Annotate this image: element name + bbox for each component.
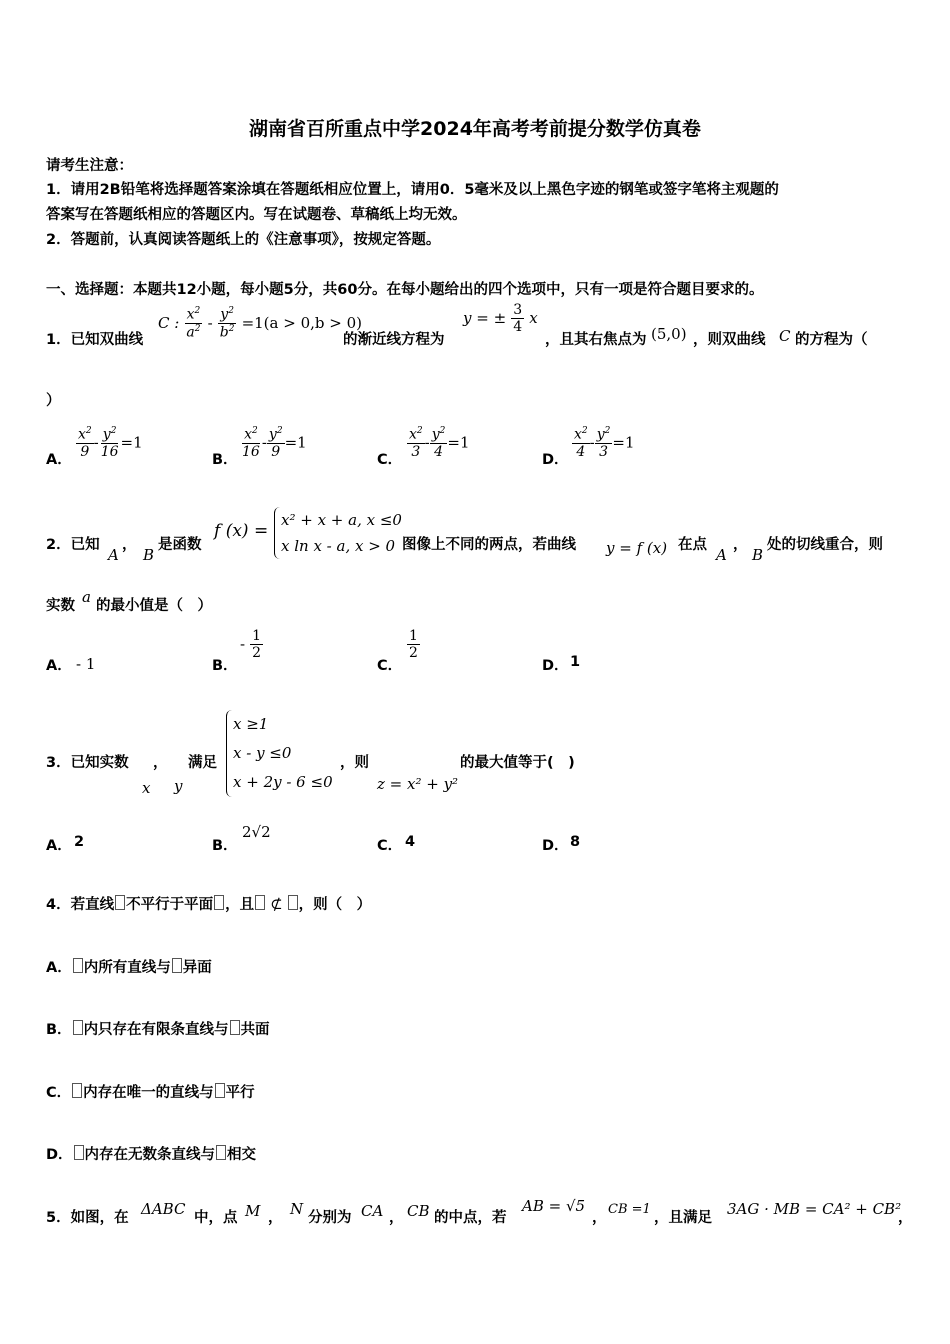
- q2-text-5: 处的切线重合，则: [767, 537, 883, 553]
- notice-line-1: 1．请用2B铅笔将选择题答案涂填在答题纸相应位置上，请用0．5毫米及以上黑色字迹的钢笔或签字笔将主观题的: [46, 182, 779, 198]
- q1-asymptote: y = ± $\frac{3}{4}$ x: [463, 302, 538, 336]
- q1-text-2: 的渐近线方程为: [343, 332, 445, 348]
- q1-focus: (5,0): [651, 325, 687, 343]
- q1-option-c-label: C．: [377, 452, 403, 468]
- q2-option-b[interactable]: - $\frac{1}{2}$: [240, 628, 262, 662]
- q1-curve-name: C: [779, 327, 791, 345]
- q5-sep-2: ，: [389, 1210, 404, 1226]
- q2-option-c-label: C．: [377, 658, 403, 674]
- q3-text-4: 的最大值等于( ): [460, 755, 575, 771]
- q2-point-a-2: A: [716, 546, 727, 564]
- q2-option-d-label: D．: [542, 658, 569, 674]
- missing-glyph-icon: [73, 1020, 83, 1035]
- notice-line-3: 2．答题前，认真阅读答题纸上的《注意事项》，按规定答题。: [46, 232, 441, 248]
- q1-text-5: 的方程为（: [795, 332, 868, 348]
- q2-function-name: f (x) =: [214, 521, 269, 541]
- q2-text-2: 是函数: [158, 537, 202, 553]
- q1-option-b-label: B．: [212, 452, 238, 468]
- q5-ab-length: AB = √5: [522, 1197, 586, 1215]
- q3-option-d-label: D．: [542, 838, 569, 854]
- q2-option-d[interactable]: 1: [570, 654, 581, 670]
- q3-option-a-label: A．: [46, 838, 72, 854]
- q2-piecewise: x² + x + a, x ≤0 x ln x - a, x > 0: [274, 507, 402, 559]
- q2-option-a-label: A．: [46, 658, 72, 674]
- q5-point-m: M: [245, 1202, 261, 1220]
- q1-option-a-label: A．: [46, 452, 72, 468]
- q2-text-1: 2．已知: [46, 537, 100, 553]
- q2-curve: y = f (x): [606, 539, 668, 557]
- missing-glyph-icon: [255, 895, 265, 910]
- q3-option-d[interactable]: 8: [570, 834, 581, 850]
- page-title: 湖南省百所重点中学2024年高考考前提分数学仿真卷: [249, 118, 701, 140]
- q2-point-b-2: B: [752, 546, 764, 564]
- q1-text-1: 1．已知双曲线: [46, 332, 144, 348]
- q5-point-n: N: [290, 1200, 304, 1218]
- q5-text-5: ，且满足: [654, 1210, 712, 1226]
- q4-option-a[interactable]: A． 内所有直线与 异面: [46, 960, 212, 976]
- missing-glyph-icon: [214, 895, 224, 910]
- q5-cb-length: CB =1: [608, 1202, 651, 1217]
- q5-text-1: 5．如图，在: [46, 1210, 129, 1226]
- q4-stem: 4．若直线 不平行于平面 ，且 ⊄ ，则（ ）: [46, 895, 372, 913]
- q1-option-a[interactable]: $\frac{x^2}{9}$ - $\frac{y^2}{16}$ =1: [78, 426, 143, 460]
- q5-text-4: 的中点，若: [434, 1210, 507, 1226]
- q4-option-c[interactable]: C． 内存在唯一的直线与 平行: [46, 1085, 255, 1101]
- q2-option-c[interactable]: $\frac{1}{2}$: [409, 628, 418, 662]
- q3-text-3: ，则: [340, 755, 369, 771]
- q1-text-3: ，且其右焦点为: [545, 332, 647, 348]
- q3-objective: z = x² + y²: [377, 775, 459, 793]
- q5-condition: 3AG · MB = CA² + CB²: [727, 1200, 902, 1218]
- q4-option-d[interactable]: D． 内存在无数条直线与 相交: [46, 1147, 257, 1163]
- missing-glyph-icon: [74, 1145, 84, 1160]
- missing-glyph-icon: [230, 1020, 240, 1035]
- q5-segment-ca: CA: [361, 1202, 384, 1220]
- q2-comma: ，: [122, 537, 137, 553]
- q3-text-2: 满足: [188, 755, 217, 771]
- q2-text-3: 图像上不同的两点，若曲线: [402, 537, 576, 553]
- missing-glyph-icon: [215, 1083, 225, 1098]
- missing-glyph-icon: [216, 1145, 226, 1160]
- q1-option-c[interactable]: $\frac{x^2}{3}$ - $\frac{y^2}{4}$ =1: [409, 426, 470, 460]
- missing-glyph-icon: [288, 895, 298, 910]
- q5-segment-cb: CB: [407, 1202, 430, 1220]
- q2-point-a: A: [108, 546, 119, 564]
- missing-glyph-icon: [172, 958, 182, 973]
- q1-hyperbola-equation: C : $\frac{x^2}{a^2}$ - $\frac{y^2}{b^2}$ =1(a > 0,b > 0): [158, 306, 362, 341]
- q1-option-d[interactable]: $\frac{x^2}{4}$ - $\frac{y^2}{3}$ =1: [574, 426, 635, 460]
- q5-text-3: 分别为: [308, 1210, 352, 1226]
- q2-comma-2: ，: [733, 537, 748, 553]
- q1-option-d-label: D．: [542, 452, 569, 468]
- q2-text-6: 实数: [46, 598, 75, 614]
- q2-option-b-label: B．: [212, 658, 238, 674]
- missing-glyph-icon: [115, 895, 125, 910]
- section-heading: 一、选择题：本题共12小题，每小题5分，共60分。在每小题给出的四个选项中，只有一项是符合题目要求的。: [46, 282, 764, 298]
- q5-triangle: ΔABC: [141, 1200, 186, 1218]
- q3-option-c[interactable]: 4: [405, 834, 416, 850]
- q5-sep-1: ，: [268, 1210, 283, 1226]
- q3-option-c-label: C．: [377, 838, 403, 854]
- q3-option-a[interactable]: 2: [74, 834, 85, 850]
- q5-text-2: 中，点: [194, 1210, 238, 1226]
- notice-heading: 请考生注意：: [46, 158, 133, 174]
- missing-glyph-icon: [72, 1083, 82, 1098]
- q3-constraints: x ≥1 x - y ≤0 x + 2y - 6 ≤0: [226, 710, 333, 797]
- q2-point-b: B: [143, 546, 155, 564]
- q1-option-b[interactable]: $\frac{x^2}{16}$ - $\frac{y^2}{9}$ =1: [242, 426, 307, 460]
- q3-var-y: y: [174, 777, 183, 795]
- q3-var-x: x: [142, 779, 151, 797]
- missing-glyph-icon: [73, 958, 83, 973]
- q3-option-b[interactable]: 2√2: [242, 823, 271, 841]
- q4-option-b[interactable]: B． 内只存在有限条直线与 共面: [46, 1022, 270, 1038]
- q2-text-7: 的最小值是（ ）: [96, 598, 212, 614]
- q5-sep-3: ，: [592, 1210, 607, 1226]
- notice-line-2: 答案写在答题纸相应的答题区内。写在试题卷、草稿纸上均无效。: [46, 207, 467, 223]
- q2-option-a[interactable]: - 1: [76, 655, 96, 673]
- q3-comma: ，: [153, 755, 168, 771]
- q1-text-4: ，则双曲线: [693, 332, 766, 348]
- q2-text-4: 在点: [678, 537, 707, 553]
- q1-text-6: ）: [46, 393, 61, 409]
- q2-variable-a: a: [82, 588, 91, 606]
- q5-sep-4: ，: [898, 1210, 913, 1226]
- q3-text-1: 3．已知实数: [46, 755, 129, 771]
- q3-option-b-label: B．: [212, 838, 238, 854]
